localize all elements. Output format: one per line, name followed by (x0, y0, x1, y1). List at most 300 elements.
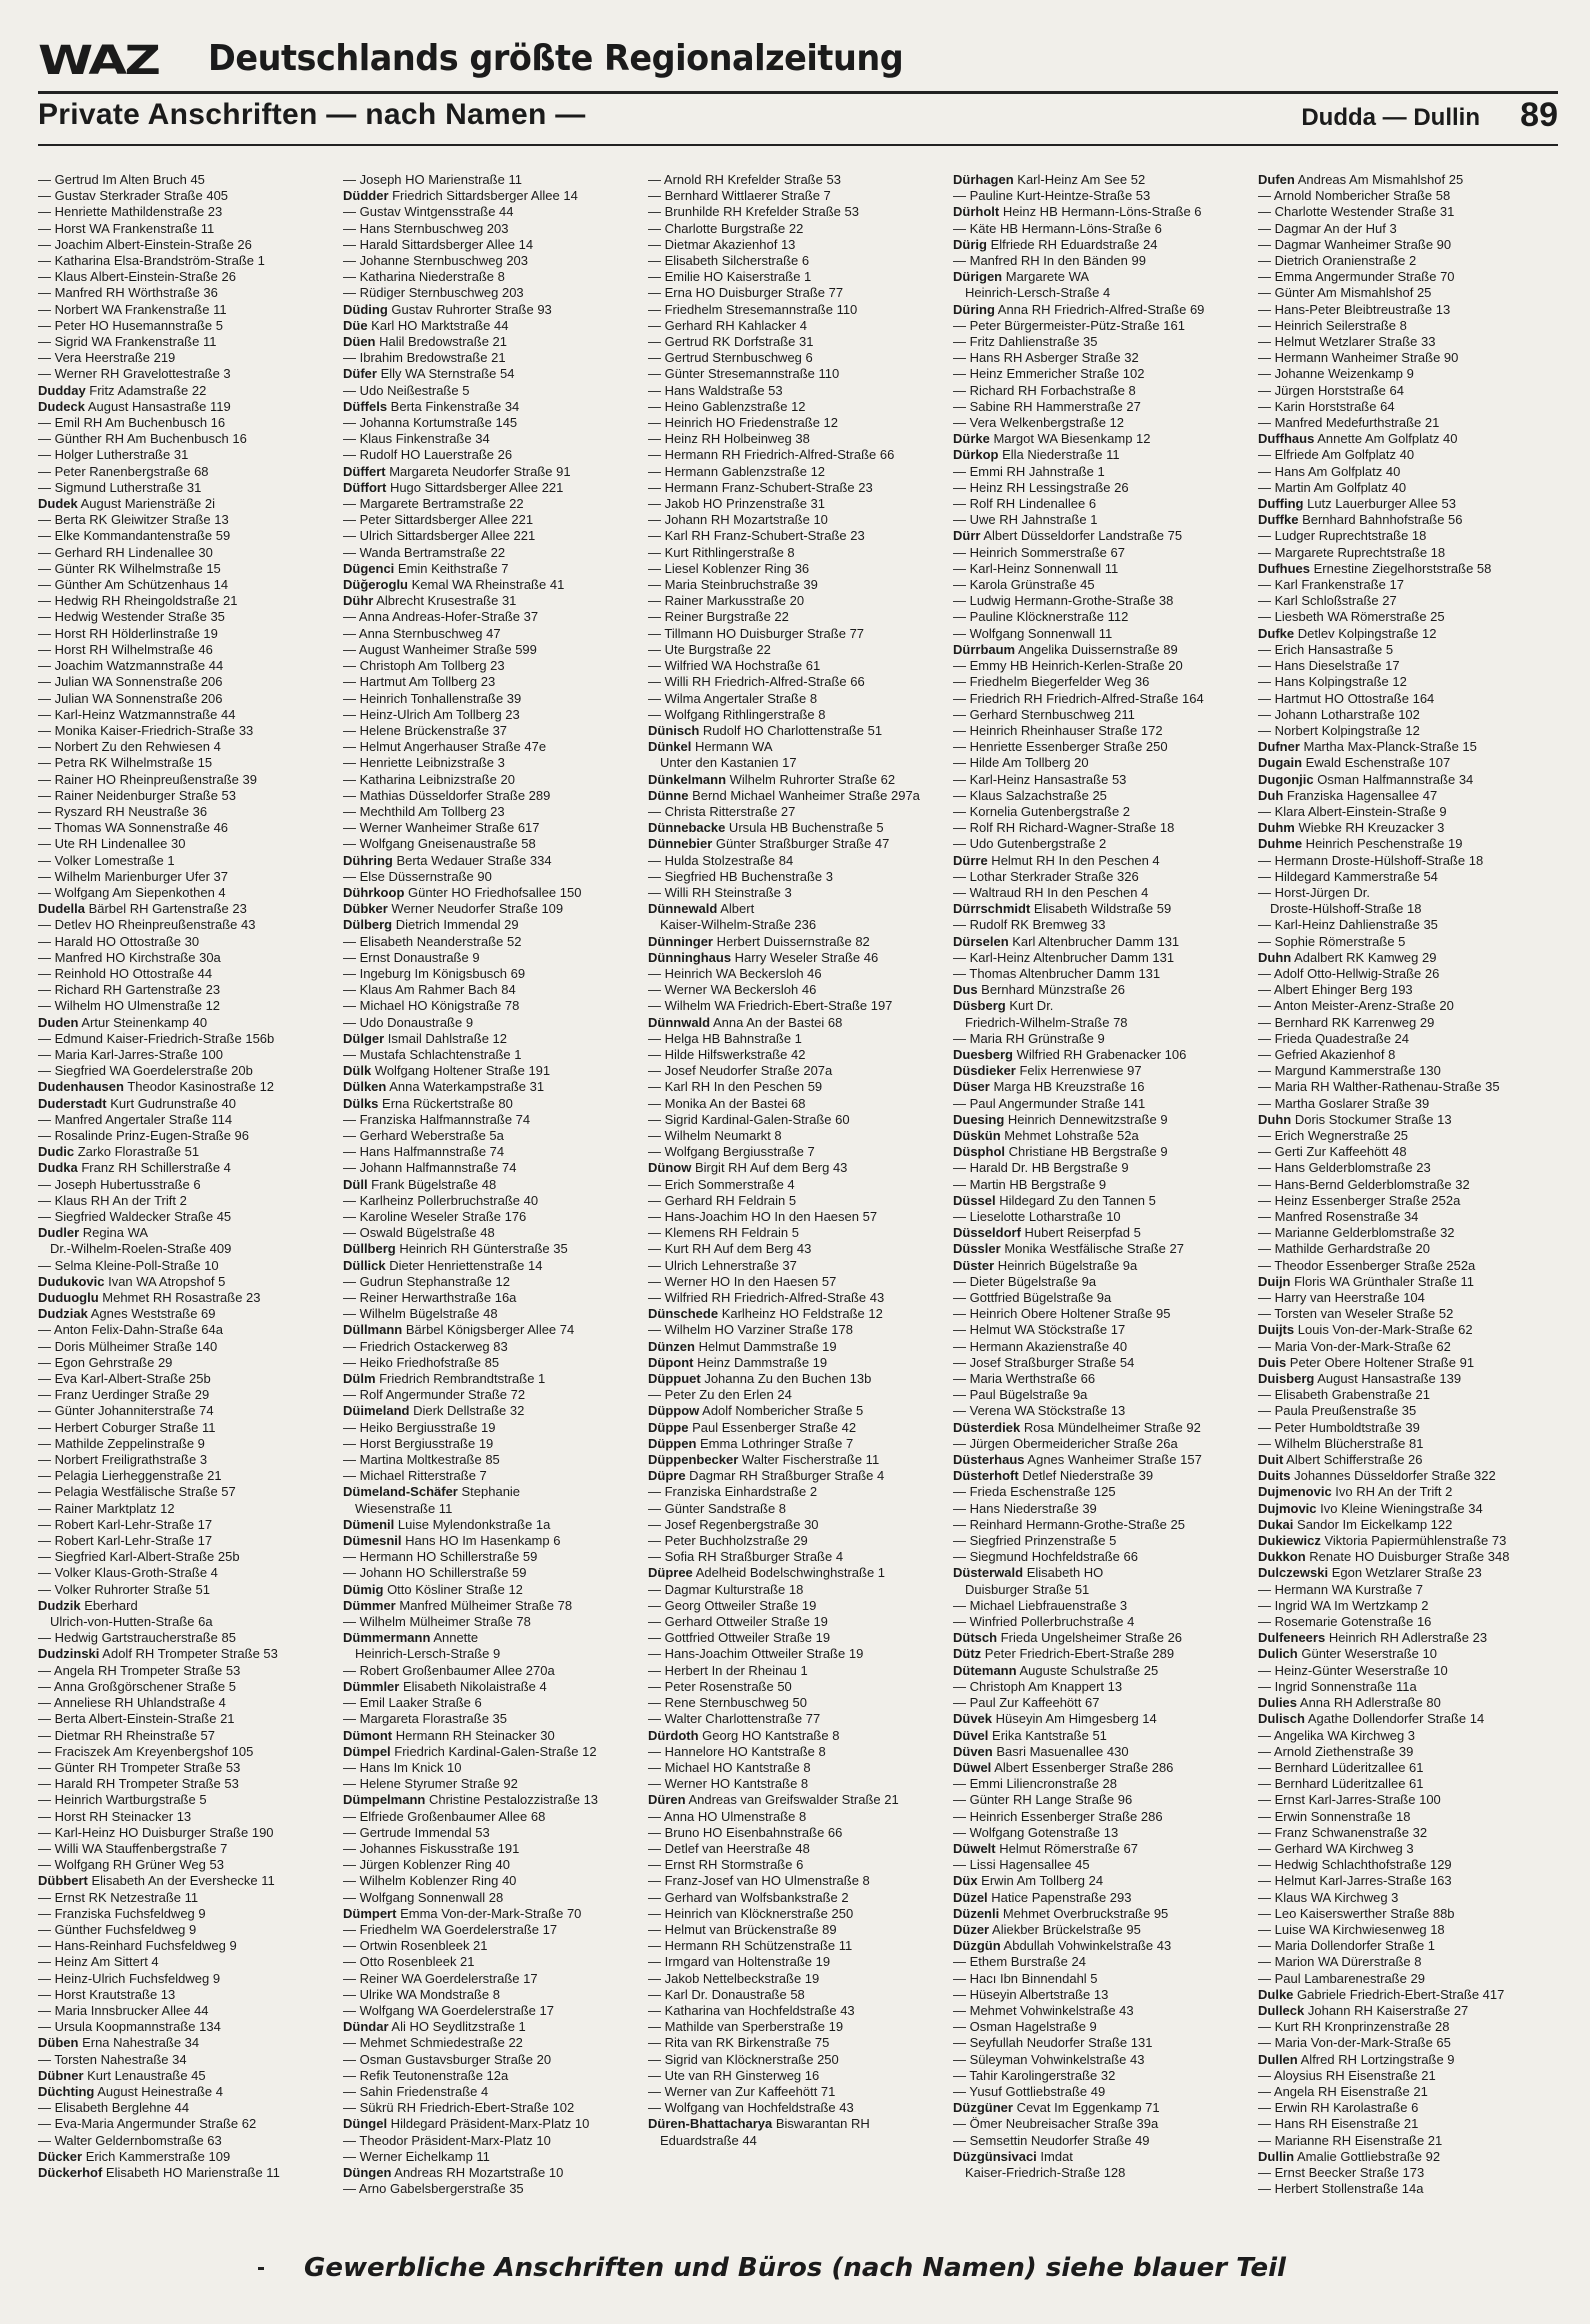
entry-details: — Gertrud Im Alten Bruch 45 (38, 172, 205, 187)
directory-entry (1258, 1306, 1558, 1322)
directory-entry (648, 1468, 948, 1484)
entry-details: — Willi RH Steinstraße 3 (648, 884, 792, 900)
directory-entry (648, 1744, 948, 1760)
entry-details: — Reiner Herwarthstraße 16a (343, 1290, 517, 1306)
entry-details: — Horst RH Wilhelmstraße 46 (38, 641, 213, 657)
directory-entry (343, 1760, 643, 1776)
entry-details: — Peter Ranenbergstraße 68 (38, 463, 209, 479)
entry-details: — Mehmet Vohwinkelstraße 43 (953, 2002, 1134, 2018)
entry-details: Margareta Neudorfer Straße 91 (385, 463, 571, 479)
directory-entry (953, 1420, 1253, 1436)
surname: Duijn (1258, 1273, 1291, 1289)
directory-entry (1258, 1549, 1558, 1565)
surname: Dünschede (648, 1306, 719, 1322)
entry-details: — Hans Gelderblomstraße 23 (1258, 1160, 1431, 1176)
directory-entry (648, 1258, 948, 1274)
entry-details: — Hermann Franz-Schubert-Straße 23 (648, 479, 873, 495)
surname: Düben (38, 2035, 79, 2051)
entry-details: Friedrich-Wilhelm-Straße 78 (965, 1014, 1128, 1030)
entry-details: — Volker Ruhrorter Straße 51 (38, 1581, 210, 1597)
directory-entry (953, 674, 1253, 690)
entry-details: Ernestine Ziegelhorststraße 58 (1310, 560, 1492, 576)
entry-details: Dietrich Immendal 29 (392, 917, 519, 933)
directory-entry (1258, 1679, 1558, 1695)
surname: Düren (648, 1792, 686, 1808)
directory-entry (953, 1517, 1253, 1533)
entry-details: — Elisabeth Silcherstraße 6 (648, 253, 810, 269)
directory-entry (38, 1565, 338, 1581)
directory-entry (343, 577, 643, 593)
entry-details: Frieda Ungelsheimer Straße 26 (997, 1630, 1183, 1646)
directory-entry (648, 2116, 948, 2132)
entry-details: — Wolfgang RH Grüner Weg 53 (38, 1857, 224, 1873)
directory-entry (648, 1776, 948, 1792)
directory-entry (953, 739, 1253, 755)
directory-entry (343, 334, 643, 350)
directory-entry (648, 1015, 948, 1031)
entry-details: Hugo Sittardsberger Allee 221 (386, 479, 564, 495)
entry-details: — Walter Geldernbomstraße 63 (38, 2132, 222, 2148)
directory-entry (38, 188, 338, 204)
entry-details: — Elisabeth Berglehne 44 (38, 2100, 190, 2116)
surname: Dücker (38, 2148, 83, 2164)
directory-entry (38, 1760, 338, 1776)
directory-entry (38, 1371, 338, 1387)
surname: Dudukovic (38, 1273, 105, 1289)
directory-entry (648, 350, 948, 366)
entry-details: — Emil Laaker Straße 6 (343, 1695, 482, 1711)
surname: Düskün (953, 1127, 1001, 1143)
surname: Duden (38, 1014, 79, 1030)
entry-details: — Werner Wanheimer Straße 617 (343, 820, 540, 836)
directory-entry (343, 1582, 643, 1598)
directory-entry (648, 1841, 948, 1857)
surname: Dudzinski (38, 1646, 100, 1662)
surname: Dünisch (648, 722, 700, 738)
entry-details: — Siegfried Waldecker Straße 45 (38, 1209, 232, 1224)
directory-entry (38, 901, 338, 917)
directory-entry (953, 1598, 1253, 1614)
entry-details: Rudolf HO Charlottenstraße 51 (699, 722, 883, 738)
directory-entry (38, 415, 338, 431)
entry-details: — Ute Burgstraße 22 (648, 641, 771, 657)
directory-entry (38, 772, 338, 788)
surname: Dudzik (38, 1597, 81, 1613)
directory-entry (343, 1841, 643, 1857)
entry-details: — Mustafa Schlachtenstraße 1 (343, 1046, 522, 1062)
entry-details: — Kurt RH Kronprinzenstraße 28 (1258, 2019, 1450, 2035)
directory-entry (648, 1760, 948, 1776)
entry-details: — Hans Dieselstraße 17 (1258, 658, 1400, 674)
directory-entry (953, 1809, 1253, 1825)
directory-entry (343, 836, 643, 852)
directory-entry (38, 853, 338, 869)
directory-entry (343, 658, 643, 674)
entry-details: — Osman Gustavsburger Straße 20 (343, 2051, 552, 2067)
directory-entry (648, 755, 948, 771)
entry-details: — Gerhard Sternbuschweg 211 (953, 706, 1135, 722)
surname: Düring (953, 301, 995, 317)
surname: Dukkon (1258, 1549, 1306, 1565)
entry-details: — Elisabeth Neanderstraße 52 (343, 933, 522, 949)
directory-entry (648, 1565, 948, 1581)
directory-entry (648, 950, 948, 966)
entry-details: Amalie Gottliebstraße 92 (1294, 2148, 1441, 2164)
surname: Dukiewicz (1258, 1533, 1321, 1549)
entry-details: — Hedwig Westender Straße 35 (38, 609, 225, 625)
entry-details: — Gerhard RH Lindenallee 30 (38, 544, 213, 560)
directory-entry (953, 1209, 1253, 1225)
directory-entry (1258, 1954, 1558, 1970)
entry-details: — Wilhelm Bügelstraße 48 (343, 1306, 498, 1322)
surname: Dufen (1258, 172, 1295, 187)
surname: Dudic (38, 1144, 75, 1160)
directory-entry (343, 1258, 643, 1274)
directory-entry (38, 2068, 338, 2084)
directory-entry (1258, 1209, 1558, 1225)
surname: Dübker (343, 901, 388, 917)
entry-details: — Rainer Neidenburger Straße 53 (38, 787, 236, 803)
directory-entry (343, 1711, 643, 1727)
entry-details: — Aloysius RH Eisenstraße 21 (1258, 2067, 1436, 2083)
entry-details: Berta Finkenstraße 34 (387, 398, 520, 414)
directory-entry (648, 1695, 948, 1711)
entry-details: — Berta Albert-Einstein-Straße 21 (38, 1711, 235, 1727)
directory-entry (38, 1306, 338, 1322)
directory-entry (1258, 1614, 1558, 1630)
entry-details: — Johanne Sternbuschweg 203 (343, 253, 529, 269)
directory-entry (953, 1193, 1253, 1209)
entry-details: — Michael Liebfrauenstraße 3 (953, 1597, 1128, 1613)
entry-details: — Dietmar Akazienhof 13 (648, 236, 796, 252)
entry-details: — Wolfgang Rithlingerstraße 8 (648, 706, 826, 722)
entry-details: Felix Herrenwiese 97 (1015, 1063, 1142, 1079)
entry-details: Osman Halfmannstraße 34 (1313, 771, 1474, 787)
directory-entry (648, 545, 948, 561)
directory-entry (343, 1971, 643, 1987)
directory-entry (38, 204, 338, 220)
surname: Duduoglu (38, 1290, 99, 1306)
directory-entry (343, 221, 643, 237)
directory-entry (953, 1582, 1253, 1598)
entry-details: — Johann Halfmannstraße 74 (343, 1160, 517, 1176)
entry-details: — Udo Donaustraße 9 (343, 1014, 474, 1030)
entry-details: — Christoph Am Knappert 13 (953, 1678, 1123, 1694)
entry-details: Rosa Mündelheimer Straße 92 (1020, 1419, 1201, 1435)
surname: Dürhagen (953, 172, 1014, 187)
entry-details: Biswarantan RH (772, 2116, 870, 2132)
directory-entry (1258, 415, 1558, 431)
directory-entry (953, 237, 1253, 253)
directory-entry (648, 626, 948, 642)
surname: Dugain (1258, 755, 1303, 771)
entry-details: — Karl Dr. Donaustraße 58 (648, 1986, 805, 2002)
directory-entry (38, 1598, 338, 1614)
directory-entry (648, 1484, 948, 1500)
directory-entry (38, 1177, 338, 1193)
surname: Dügenci (343, 560, 395, 576)
entry-details: — Ulrike WA Mondstraße 8 (343, 1986, 501, 2002)
entry-details: — Leo Kaiserswerther Straße 88b (1258, 1905, 1455, 1921)
directory-entry (343, 350, 643, 366)
directory-entry (648, 1792, 948, 1808)
directory-entry (343, 772, 643, 788)
directory-entry (343, 2019, 643, 2035)
surname: Dümpel (343, 1743, 391, 1759)
entry-details: — Michael Ritterstraße 7 (343, 1468, 487, 1484)
entry-details: Basri Masuenallee 430 (992, 1743, 1129, 1759)
directory-entry (953, 1971, 1253, 1987)
directory-entry (38, 707, 338, 723)
surname: Düppen (648, 1435, 697, 1451)
entry-details: — Thomas WA Sonnenstraße 46 (38, 820, 229, 836)
entry-details: — Rene Sternbuschweg 50 (648, 1695, 807, 1711)
surname: Düvek (953, 1711, 993, 1727)
directory-entry (343, 1177, 643, 1193)
entry-details: — Sophie Römerstraße 5 (1258, 933, 1406, 949)
directory-entry (343, 545, 643, 561)
entry-details: — Ernst Beecker Straße 173 (1258, 2164, 1425, 2180)
directory-entry (648, 561, 948, 577)
entry-details: Erna Rückertstraße 80 (378, 1095, 513, 1111)
directory-column-4 (953, 172, 1253, 2202)
entry-details: — Wolfgang Sonnenwall 28 (343, 1889, 504, 1905)
directory-entry (953, 982, 1253, 998)
directory-entry (1258, 1258, 1558, 1274)
entry-details: Annette Am Golfplatz 40 (1314, 431, 1458, 447)
directory-entry (648, 269, 948, 285)
section-title: Private Anschriften — nach Namen — (38, 98, 586, 131)
directory-entry (343, 188, 643, 204)
directory-entry (1258, 1711, 1558, 1727)
entry-details: — Werner HO Kantstraße 8 (648, 1776, 809, 1792)
directory-entry (953, 1144, 1253, 1160)
directory-entry (343, 2003, 643, 2019)
directory-entry (343, 528, 643, 544)
entry-details: — Klaus RH An der Trift 2 (38, 1192, 187, 1208)
directory-entry (38, 1517, 338, 1533)
surname: Düngen (343, 2164, 392, 2180)
entry-details: — Helga HB Bahnstraße 1 (648, 1030, 802, 1046)
entry-details: — Hedwig RH Rheingoldstraße 21 (38, 593, 238, 609)
entry-details: — Joseph HO Marienstraße 11 (343, 172, 522, 187)
entry-details: — Hüseyin Albertstraße 13 (953, 1986, 1109, 2002)
entry-details: Elfriede RH Eduardstraße 24 (986, 236, 1158, 252)
entry-details: Renate HO Duisburger Straße 348 (1305, 1549, 1510, 1565)
surname: Dührkoop (343, 884, 405, 900)
directory-entry (648, 464, 948, 480)
entry-details: — Joseph Hubertusstraße 6 (38, 1176, 201, 1192)
entry-details: — Martina Moltkestraße 85 (343, 1452, 500, 1468)
surname: Dückerhof (38, 2164, 103, 2180)
directory-entry (343, 2149, 643, 2165)
entry-details: — Günter Johanniterstraße 74 (38, 1403, 214, 1419)
directory-entry (1258, 1517, 1558, 1533)
directory-entry (38, 1403, 338, 1419)
directory-entry (38, 399, 338, 415)
directory-entry (343, 1241, 643, 1257)
entry-details: — Franziska Fuchsfeldweg 9 (38, 1905, 206, 1921)
entry-details: — Ute RH Lindenallee 30 (38, 836, 186, 852)
entry-details: — Heinz-Ulrich Fuchsfeldweg 9 (38, 1970, 221, 1986)
surname: Dünkelmann (648, 771, 727, 787)
entry-details: — Karl-Heinz Hansastraße 53 (953, 771, 1127, 787)
directory-entry (343, 2052, 643, 2068)
directory-entry (343, 399, 643, 415)
entry-details: — Vera Heerstraße 219 (38, 350, 176, 366)
directory-entry (38, 609, 338, 625)
entry-details: — Maria Von-der-Mark-Straße 62 (1258, 1338, 1451, 1354)
surname: Dus (953, 982, 978, 998)
directory-entry (343, 1403, 643, 1419)
entry-details: — Joachim Albert-Einstein-Straße 26 (38, 236, 252, 252)
directory-entry (648, 1825, 948, 1841)
surname: Dulleck (1258, 2002, 1305, 2018)
directory-entry (648, 1549, 948, 1565)
entry-details: — Norbert Zu den Rehwiesen 4 (38, 739, 221, 755)
header-rule (38, 144, 1558, 146)
directory-entry (343, 561, 643, 577)
entry-details: — Siegfried Prinzenstraße 5 (953, 1533, 1117, 1549)
entry-details: — Fritz Dahlienstraße 35 (953, 334, 1098, 350)
directory-column-3 (648, 172, 948, 2202)
directory-entry (648, 2019, 948, 2035)
directory-entry (38, 1420, 338, 1436)
directory-entry (953, 302, 1253, 318)
entry-details: Werner Neudorfer Straße 109 (387, 901, 564, 917)
entry-details: — Karola Grünstraße 45 (953, 577, 1095, 593)
directory-entry (38, 1614, 338, 1630)
directory-entry (953, 1290, 1253, 1306)
directory-entry (648, 1679, 948, 1695)
entry-details: — Josef Straßburger Straße 54 (953, 1354, 1135, 1370)
surname: Dugonjic (1258, 771, 1314, 787)
directory-entry (38, 1663, 338, 1679)
directory-entry (953, 1954, 1253, 1970)
directory-entry (648, 1857, 948, 1873)
masthead (38, 38, 1558, 90)
directory-entry (648, 788, 948, 804)
entry-details: Birgit RH Auf dem Berg 43 (691, 1160, 848, 1176)
entry-details: — Rolf RH Lindenallee 6 (953, 496, 1097, 512)
entry-details: — Günther Fuchsfeldweg 9 (38, 1921, 197, 1937)
directory-entry (953, 285, 1253, 301)
surname: Dümpelmann (343, 1792, 426, 1808)
entry-details: — Hans-Joachim Ottweiler Straße 19 (648, 1646, 864, 1662)
directory-entry (38, 1646, 338, 1662)
directory-entry (343, 237, 643, 253)
directory-entry (648, 1452, 948, 1468)
entry-details: Frank Bügelstraße 48 (367, 1176, 497, 1192)
entry-details: — Manfred Rosenstraße 34 (1258, 1209, 1419, 1224)
entry-details: — Hermann Akazienstraße 40 (953, 1338, 1128, 1354)
entry-details: Marga HB Kreuzstraße 16 (989, 1079, 1145, 1095)
entry-details: — Detlef van Heerstraße 48 (648, 1840, 810, 1856)
directory-entry (953, 1306, 1253, 1322)
entry-details: August Hansastraße 139 (1314, 1371, 1462, 1387)
directory-entry (1258, 804, 1558, 820)
directory-entry (648, 917, 948, 933)
entry-details: — Pauline Klöcknerstraße 112 (953, 609, 1129, 625)
entry-details: Egon Wetzlarer Straße 23 (1328, 1565, 1482, 1581)
surname: Dümmler (343, 1678, 400, 1694)
directory-entry (648, 1403, 948, 1419)
entry-details: — Emilie HO Kaiserstraße 1 (648, 269, 812, 285)
entry-details: — Franziska Einhardstraße 2 (648, 1484, 818, 1500)
entry-details: — Julian WA Sonnenstraße 206 (38, 674, 223, 690)
directory-entry (648, 723, 948, 739)
entry-details: — Gustav Sterkrader Straße 405 (38, 188, 229, 204)
entry-details: — Yusuf Gottliebstraße 49 (953, 2083, 1106, 2099)
directory-entry (953, 1339, 1253, 1355)
entry-details: — Gustav Wintgensstraße 44 (343, 204, 514, 220)
directory-entry (343, 2165, 643, 2181)
entry-details: — Bernhard Lüderitzallee 61 (1258, 1759, 1424, 1775)
entry-details: — Karl-Heinz Watzmannstraße 44 (38, 706, 236, 722)
entry-details: — Klaus WA Kirchweg 3 (1258, 1889, 1399, 1905)
directory-entry (38, 1533, 338, 1549)
entry-details: — Katharina Leibnizstraße 20 (343, 771, 515, 787)
entry-details: — Wanda Bertramstraße 22 (343, 544, 506, 560)
directory-entry (953, 2084, 1253, 2100)
entry-details: — Seyfullah Neudorfer Straße 131 (953, 2035, 1153, 2051)
directory-entry (38, 1857, 338, 1873)
directory-entry (648, 253, 948, 269)
entry-details: Artur Steinenkamp 40 (78, 1014, 208, 1030)
directory-entry (953, 1825, 1253, 1841)
directory-entry (648, 739, 948, 755)
surname: Düen (343, 334, 376, 350)
entry-details: Helmut Römerstraße 67 (995, 1840, 1138, 1856)
directory-entry (648, 1322, 948, 1338)
directory-entry (38, 1468, 338, 1484)
directory-entry (343, 804, 643, 820)
surname: Dühring (343, 852, 393, 868)
entry-details: — Heinz Am Sittert 4 (38, 1954, 159, 1970)
directory-entry (343, 982, 643, 998)
surname: Dünow (648, 1160, 692, 1176)
directory-entry (953, 1728, 1253, 1744)
directory-entry (953, 691, 1253, 707)
surname: Düssler (953, 1241, 1001, 1257)
entry-details: — Johann HO Schillerstraße 59 (343, 1565, 527, 1581)
entry-details: — Pelagia Westfälische Straße 57 (38, 1484, 236, 1500)
entry-details: — Heinz-Günter Weserstraße 10 (1258, 1662, 1448, 1678)
entry-details: — Johann RH Mozartstraße 10 (648, 512, 828, 528)
directory-entry (1258, 480, 1558, 496)
entry-details: — Norbert Freiligrathstraße 3 (38, 1452, 208, 1468)
surname: Dukai (1258, 1516, 1294, 1532)
directory-entry (648, 885, 948, 901)
entry-details: — Hans-Reinhard Fuchsfeldweg 9 (38, 1938, 237, 1954)
entry-details: — Heinz RH Holbeinweg 38 (648, 431, 810, 447)
directory-entry (1258, 691, 1558, 707)
entry-details: Hildegard Präsident-Marx-Platz 10 (387, 2116, 590, 2132)
entry-details: Luise Mylendonkstraße 1a (394, 1516, 551, 1532)
directory-entry (1258, 464, 1558, 480)
directory-entry (38, 2084, 338, 2100)
directory-entry (1258, 917, 1558, 933)
entry-details: — Paula Preußenstraße 35 (1258, 1403, 1417, 1419)
directory-entry (953, 658, 1253, 674)
surname: Dünninghaus (648, 949, 732, 965)
entry-details: Dr.-Wilhelm-Roelen-Straße 409 (50, 1241, 232, 1257)
entry-details: Peter Obere Holtener Straße 91 (1286, 1354, 1475, 1370)
entry-details: — Tillmann HO Duisburger Straße 77 (648, 625, 865, 641)
entry-details: — Heinz RH Lessingstraße 26 (953, 479, 1129, 495)
entry-details: — Jakob HO Prinzenstraße 31 (648, 496, 826, 512)
surname: Dümmermann (343, 1630, 431, 1646)
